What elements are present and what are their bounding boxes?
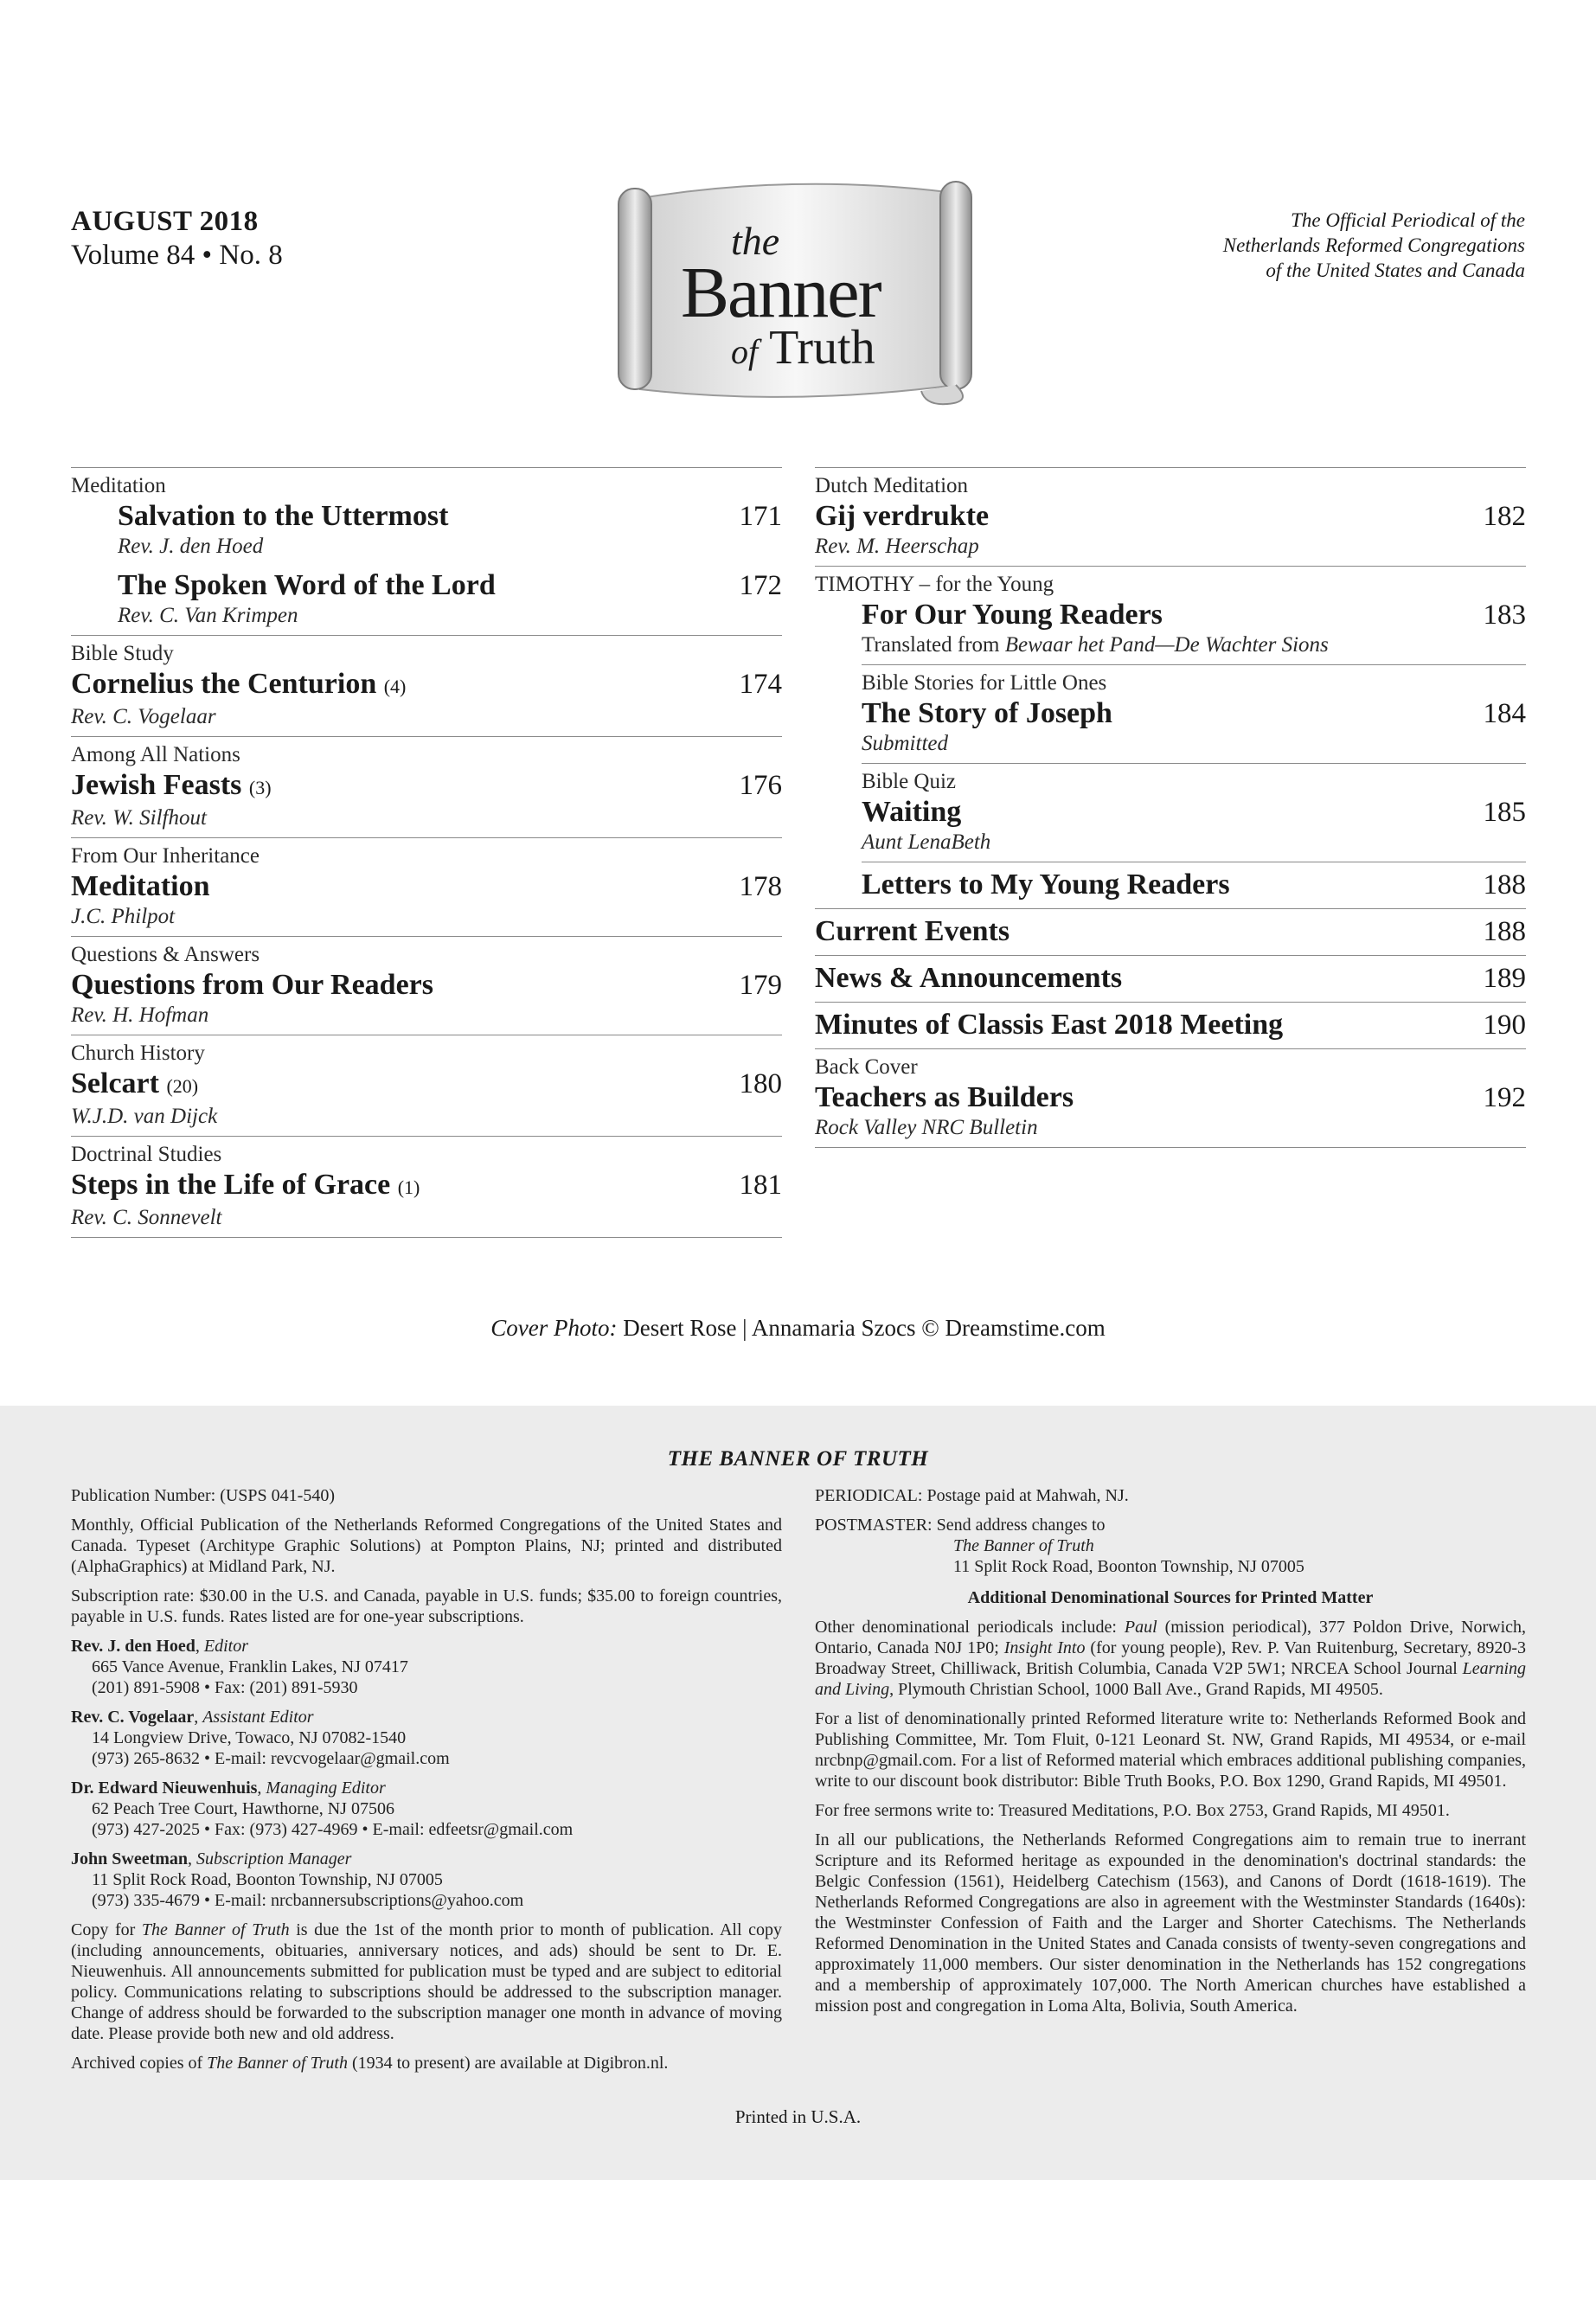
periodical-postage: PERIODICAL: Postage paid at Mahwah, NJ.	[815, 1486, 1129, 1505]
toc-entry-questions-answers	[71, 936, 782, 1035]
banner-of-truth-logo	[601, 173, 990, 411]
toc-page: 189	[1483, 963, 1526, 994]
toc-section: TIMOTHY – for the Young	[815, 573, 1054, 596]
archived-copies: Archived copies of The Banner of Truth (1934 to present) are available at Digibron.nl.	[71, 2054, 669, 2073]
toc-author: Rev. M. Heerschap	[815, 535, 979, 558]
toc-title: Teachers as Builders	[815, 1081, 1074, 1113]
managing-editor-contact: Dr. Edward Nieuwenhuis, Managing Editor 62 Peach Tree Court, Hawthorne, NJ 07506 (973) 427-2025 • Fax: (973) 427-4969 • E-mail: edfeetsr@gmail.com	[71, 1779, 574, 1839]
toc-title: Minutes of Classis East 2018 Meeting	[815, 1009, 1284, 1041]
toc-author: Rev. C. Vogelaar	[71, 705, 216, 728]
toc-page: 181	[739, 1170, 782, 1201]
additional-sources-heading: Additional Denominational Sources for Printed Matter	[967, 1588, 1374, 1607]
toc-author: Rev. J. den Hoed	[118, 535, 264, 558]
colophon-panel	[0, 1406, 1596, 2180]
publication-number: Publication Number: (USPS 041-540)	[71, 1486, 335, 1505]
toc-section: Questions & Answers	[71, 943, 260, 966]
toc-page: 185	[1483, 797, 1526, 828]
toc-page: 188	[1483, 869, 1526, 901]
toc-title: News & Announcements	[815, 962, 1123, 994]
toc-entry-church-history	[71, 1035, 782, 1136]
toc-subentry-bible-quiz	[862, 763, 1526, 862]
toc-title: Gij verdrukte	[815, 500, 990, 532]
toc-translation-note: Translated from Bewaar het Pand—De Wachter Sions	[862, 633, 1329, 657]
editor-contact: Rev. J. den Hoed, Editor 665 Vance Avenue, Franklin Lakes, NJ 07417 (201) 891-5908 • Fax: (201) 891-5930	[71, 1637, 408, 1697]
toc-author: Rev. C. Van Krimpen	[118, 604, 298, 627]
toc-author: J.C. Philpot	[71, 905, 176, 928]
toc-title: Steps in the Life of Grace (1)	[71, 1169, 420, 1201]
colophon-left-column	[71, 1485, 782, 2082]
toc-title: The Story of Joseph	[862, 697, 1112, 729]
printed-in: Printed in U.S.A.	[734, 2106, 862, 2127]
other-periodicals: Other denominational periodicals include: Paul (mission periodical), 377 Poldon Drive, Norwich, Ontario, Canada N0J 1P0; Insight Into (for young people), Rev. P. Van Ruitenburg, Secretary, 8920-3 Broadway Street, Chilliwack, British Columbia, Canada V2P 5W1; NRCEA School Journal Learning and Living, Plymouth Christian School, 1000 Ball Ave., Grand Rapids, MI 49505.	[815, 1618, 1526, 1699]
toc-section: Doctrinal Studies	[71, 1143, 222, 1166]
toc-page: 182	[1483, 501, 1526, 532]
subscription-rate: Subscription rate: $30.00 in the U.S. and Canada, payable in U.S. funds; $35.00 to foreign countries, payable in U.S. funds. Rates listed are for one-year subscriptions.	[71, 1586, 782, 1626]
toc-section: From Our Inheritance	[71, 844, 260, 868]
toc-page: 179	[739, 970, 782, 1001]
toc-title: Selcart (20)	[71, 1067, 199, 1099]
toc-subentry-bible-stories	[862, 664, 1526, 763]
monthly-statement: Monthly, Official Publication of the Netherlands Reformed Congregations of the United States and Canada. Typeset (Architype Graphic Solutions) at Pompton Plains, NJ; printed and distributed (AlphaGraphics) at Midland Park, NJ.	[71, 1516, 782, 1576]
free-sermons: For free sermons write to: Treasured Meditations, P.O. Box 2753, Grand Rapids, MI 49501.	[815, 1801, 1450, 1820]
toc-entry-back-cover	[815, 1048, 1526, 1148]
toc-entry-doctrinal-studies	[71, 1136, 782, 1238]
literature-list: For a list of denominationally printed Reformed literature write to: Netherlands Reformed Book and Publishing Committee, Mr. Tom Fluit, 0-121 Leonard St. NW, Grand Rapids, MI 49534, or e-mail nrcbnp@gmail.com. For a list of Reformed material which embraces additional publishing companies, write to our discount book distributor: Bible Truth Books, P.O. Box 1290, Grand Rapids, MI 49501.	[815, 1709, 1526, 1791]
toc-section: Bible Stories for Little Ones	[862, 671, 1107, 695]
toc-entry-current-events	[815, 908, 1526, 955]
toc-page: 174	[739, 669, 782, 700]
toc-subentry-young-readers	[862, 598, 1526, 664]
toc-entry-news	[815, 955, 1526, 1002]
toc-page: 180	[739, 1068, 782, 1099]
toc-section: Bible Quiz	[862, 770, 957, 793]
toc-page: 184	[1483, 698, 1526, 729]
toc-page: 172	[739, 570, 782, 601]
assistant-editor-contact: Rev. C. Vogelaar, Assistant Editor 14 Longview Drive, Towaco, NJ 07082-1540 (973) 265-8632 • E-mail: revcvogelaar@gmail.com	[71, 1708, 450, 1768]
toc-section: Bible Study	[71, 642, 174, 665]
toc-right-column	[815, 467, 1526, 1148]
toc-entry-dutch-meditation	[815, 467, 1526, 566]
copy-policy: Copy for The Banner of Truth is due the 1st of the month prior to month of publication. All copy (including announcements, obituaries, anniversary notices, and ads) should be sent to Dr. E. Nieuwenhuis. All announcements submitted for publication must be typed and are subject to editorial policy. Communications relating to subscriptions should be addressed to the subscription manager. Change of address should be forwarded to the subscription manager one month in advance of moving date. Please provide both new and old address.	[71, 1920, 782, 2043]
toc-author: Rock Valley NRC Bulletin	[815, 1116, 1038, 1139]
toc-title: Letters to My Young Readers	[862, 868, 1230, 901]
toc-title: Meditation	[71, 870, 210, 902]
postmaster-notice: POSTMASTER: Send address changes to The Banner of Truth 11 Split Rock Road, Boonton Township, NJ 07005	[815, 1516, 1304, 1576]
toc-page: 188	[1483, 916, 1526, 947]
toc-title: The Spoken Word of the Lord	[118, 569, 496, 601]
toc-title: Questions from Our Readers	[71, 969, 434, 1001]
logo-wordmark: the Banner of Truth	[681, 219, 881, 375]
toc-page: 176	[739, 770, 782, 801]
toc-page: 183	[1483, 599, 1526, 631]
cover-photo-credit: Cover Photo: Desert Rose | Annamaria Szocs © Dreamstime.com	[490, 1315, 1106, 1341]
toc-section: Among All Nations	[71, 743, 240, 766]
issue-month: AUGUST 2018	[71, 206, 259, 237]
colophon-title: THE BANNER OF TRUTH	[667, 1447, 929, 1471]
toc-section: Back Cover	[815, 1055, 918, 1079]
issue-info	[71, 206, 283, 272]
toc-subentry-letters	[862, 862, 1526, 908]
toc-entry-meditation	[71, 467, 782, 635]
toc-title: Current Events	[815, 915, 1010, 947]
toc-author: Rev. H. Hofman	[71, 1003, 209, 1027]
issue-volume: Volume 84 • No. 8	[71, 240, 283, 271]
toc-entry-inheritance	[71, 837, 782, 936]
subscription-manager-contact: John Sweetman, Subscription Manager 11 Split Rock Road, Boonton Township, NJ 07005 (973) 335-4679 • E-mail: nrcbannersubscriptions@yahoo.com	[71, 1849, 524, 1910]
toc-entry-among-all-nations	[71, 736, 782, 837]
toc-entry-minutes	[815, 1002, 1526, 1048]
periodical-tagline: The Official Periodical of the Netherlands Reformed Congregations of the United States and Canada	[1222, 209, 1525, 281]
toc-section: Meditation	[71, 474, 166, 497]
toc-author: Aunt LenaBeth	[862, 830, 991, 854]
toc-title: Cornelius the Centurion (4)	[71, 668, 407, 700]
colophon-right-column	[815, 1485, 1526, 2025]
toc-section: Dutch Meditation	[815, 474, 969, 497]
toc-author: Submitted	[862, 732, 948, 755]
toc-entry-timothy	[815, 566, 1526, 908]
toc-entry-bible-study	[71, 635, 782, 736]
toc-author: Rev. C. Sonnevelt	[71, 1206, 222, 1229]
toc-page: 190	[1483, 1009, 1526, 1041]
toc-title: For Our Young Readers	[862, 599, 1163, 631]
toc-page: 178	[739, 871, 782, 902]
toc-author: W.J.D. van Dijck	[71, 1105, 218, 1128]
toc-page: 192	[1483, 1082, 1526, 1113]
toc-title: Jewish Feasts (3)	[71, 769, 272, 801]
toc-page: 171	[739, 501, 782, 532]
toc-title: Waiting	[862, 796, 962, 828]
toc-section: Church History	[71, 1042, 205, 1065]
toc-author: Rev. W. Silfhout	[71, 806, 207, 830]
toc-title: Salvation to the Uttermost	[118, 500, 449, 532]
publications-statement: In all our publications, the Netherlands Reformed Congregations aim to remain true to inerrant Scripture and its Reformed heritage as expounded in the denomination's doctrinal standards: the Belgic Confession (1561), Heidelberg Catechism (1563), and Canons of Dordt (1618-1619). The Netherlands Reformed Congregations are also in agreement with the Westminster Standards (1640s): the Westminster Confession of Faith and the Larger and Shorter Catechisms. The Netherlands Reformed Denomination in the United States and Canada consists of twenty-seven congregations and approximately 11,000 members. Our sister denomination in the Netherlands has 152 congregations and a membership of approximately 107,000. The North American churches have established a mission post and congregation in Loma Alta, Bolivia, South America.	[815, 1830, 1526, 2016]
toc-left-column	[71, 467, 782, 1238]
